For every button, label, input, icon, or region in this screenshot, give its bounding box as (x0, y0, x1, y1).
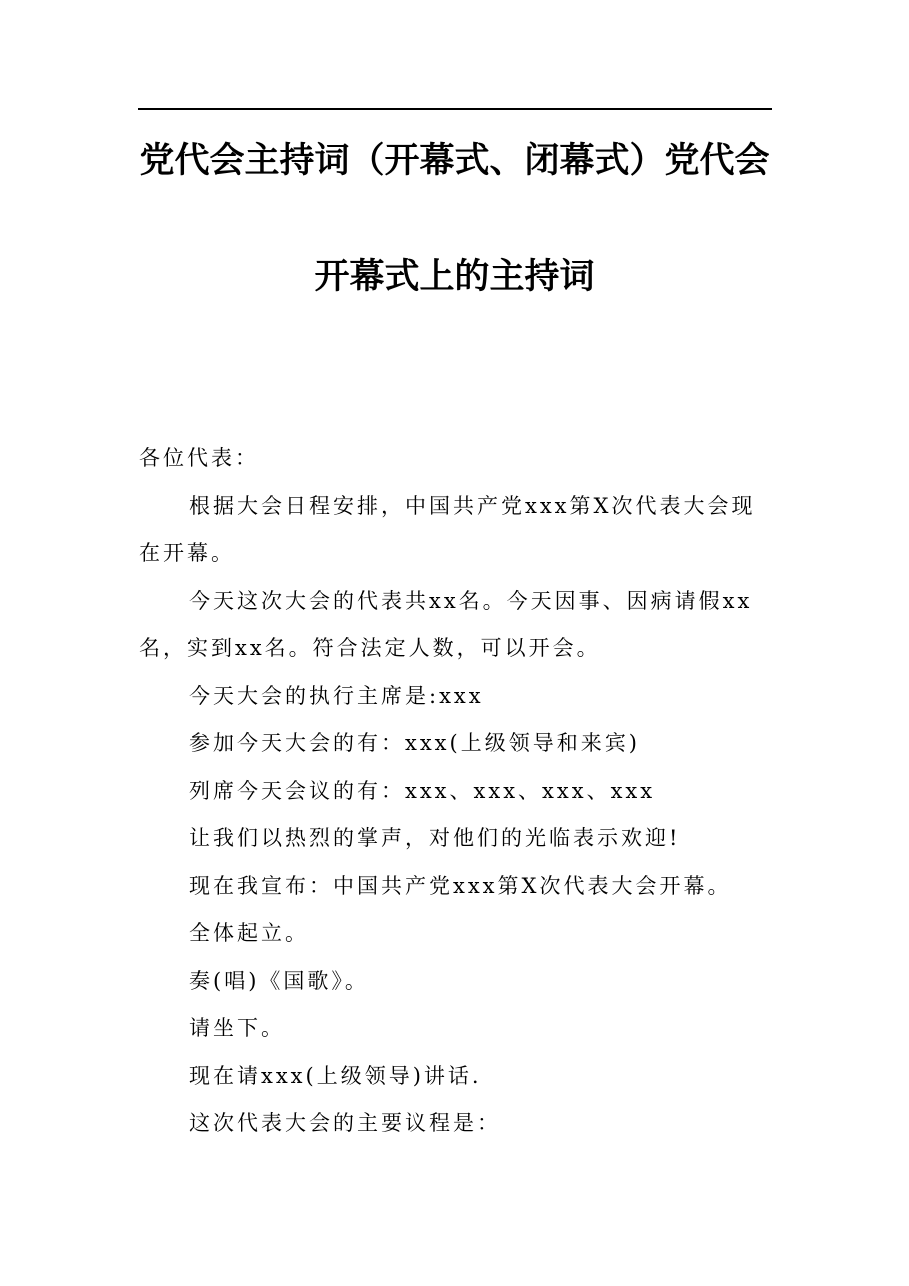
salutation: 各位代表： (139, 446, 259, 470)
paragraph: 今天大会的执行主席是:xxx (189, 683, 484, 708)
paragraph: 这次代表大会的主要议程是： (189, 1111, 501, 1135)
header-rule (138, 108, 772, 110)
paragraph: 请坐下。 (189, 1016, 285, 1040)
document-subtitle: 开幕式上的主持词 (314, 256, 595, 297)
paragraph: 参加今天大会的有：xxx(上级领导和来宾) (189, 731, 640, 755)
paragraph: 列席今天会议的有：xxx、xxx、xxx、xxx (189, 778, 656, 803)
paragraph: 全体起立。 (189, 921, 309, 945)
document-title: 党代会主持词（开幕式、闭幕式）党代会 (139, 140, 770, 181)
paragraph: 现在我宣布：中国共产党xxx第X次代表大会开幕。 (189, 873, 732, 898)
paragraph: 让我们以热烈的掌声，对他们的光临表示欢迎! (189, 826, 681, 850)
paragraph: 现在请xxx(上级领导)讲话. (189, 1063, 482, 1088)
document-body (139, 435, 772, 1148)
paragraph: 今天这次大会的代表共xx名。今天因事、因病请假xx名，实到xx名。符合法定人数，可以开会。 (139, 588, 753, 660)
paragraph: 根据大会日程安排，中国共产党xxx第X次代表大会现在开幕。 (139, 493, 756, 565)
paragraph: 奏(唱)《国歌》。 (189, 968, 369, 993)
